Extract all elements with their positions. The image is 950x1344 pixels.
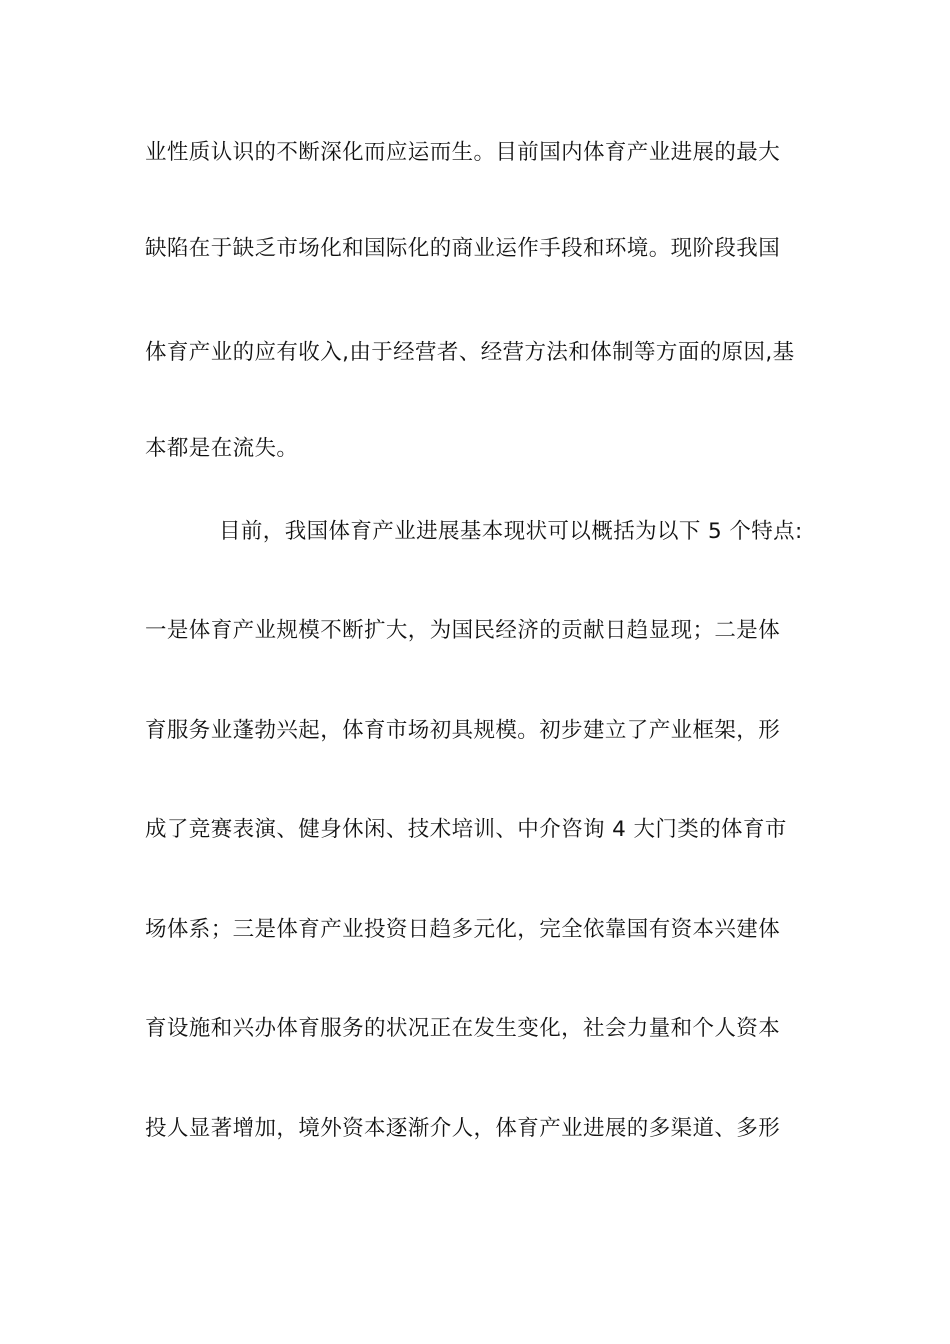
paragraph-line: 一是体育产业规模不断扩大，为国民经济的贡献日趋显现；二是体 <box>145 618 781 643</box>
paragraph-line: 缺陷在于缺乏市场化和国际化的商业运作手段和环境。现阶段我国 <box>145 236 781 261</box>
paragraph-line: 本都是在流失。 <box>145 436 299 461</box>
paragraph-line: 业性质认识的不断深化而应运而生。目前国内体育产业进展的最大 <box>145 140 781 165</box>
paragraph-line: 目前，我国体育产业进展基本现状可以概括为以下 5 个特点: <box>219 519 803 544</box>
paragraph-line: 场体系；三是体育产业投资日趋多元化，完全依靠国有资本兴建体 <box>145 917 781 942</box>
paragraph-line: 育服务业蓬勃兴起，体育市场初具规模。初步建立了产业框架，形 <box>145 718 781 743</box>
paragraph-line: 育设施和兴办体育服务的状况正在发生变化，社会力量和个人资本 <box>145 1016 781 1041</box>
paragraph-line: 成了竞赛表演、健身休闲、技术培训、中介咨询 4 大门类的体育市 <box>145 817 787 842</box>
paragraph-line: 投人显著增加，境外资本逐渐介人，体育产业进展的多渠道、多形 <box>145 1116 781 1141</box>
paragraph-line: 体育产业的应有收入,由于经营者、经营方法和体制等方面的原因,基 <box>145 340 795 365</box>
